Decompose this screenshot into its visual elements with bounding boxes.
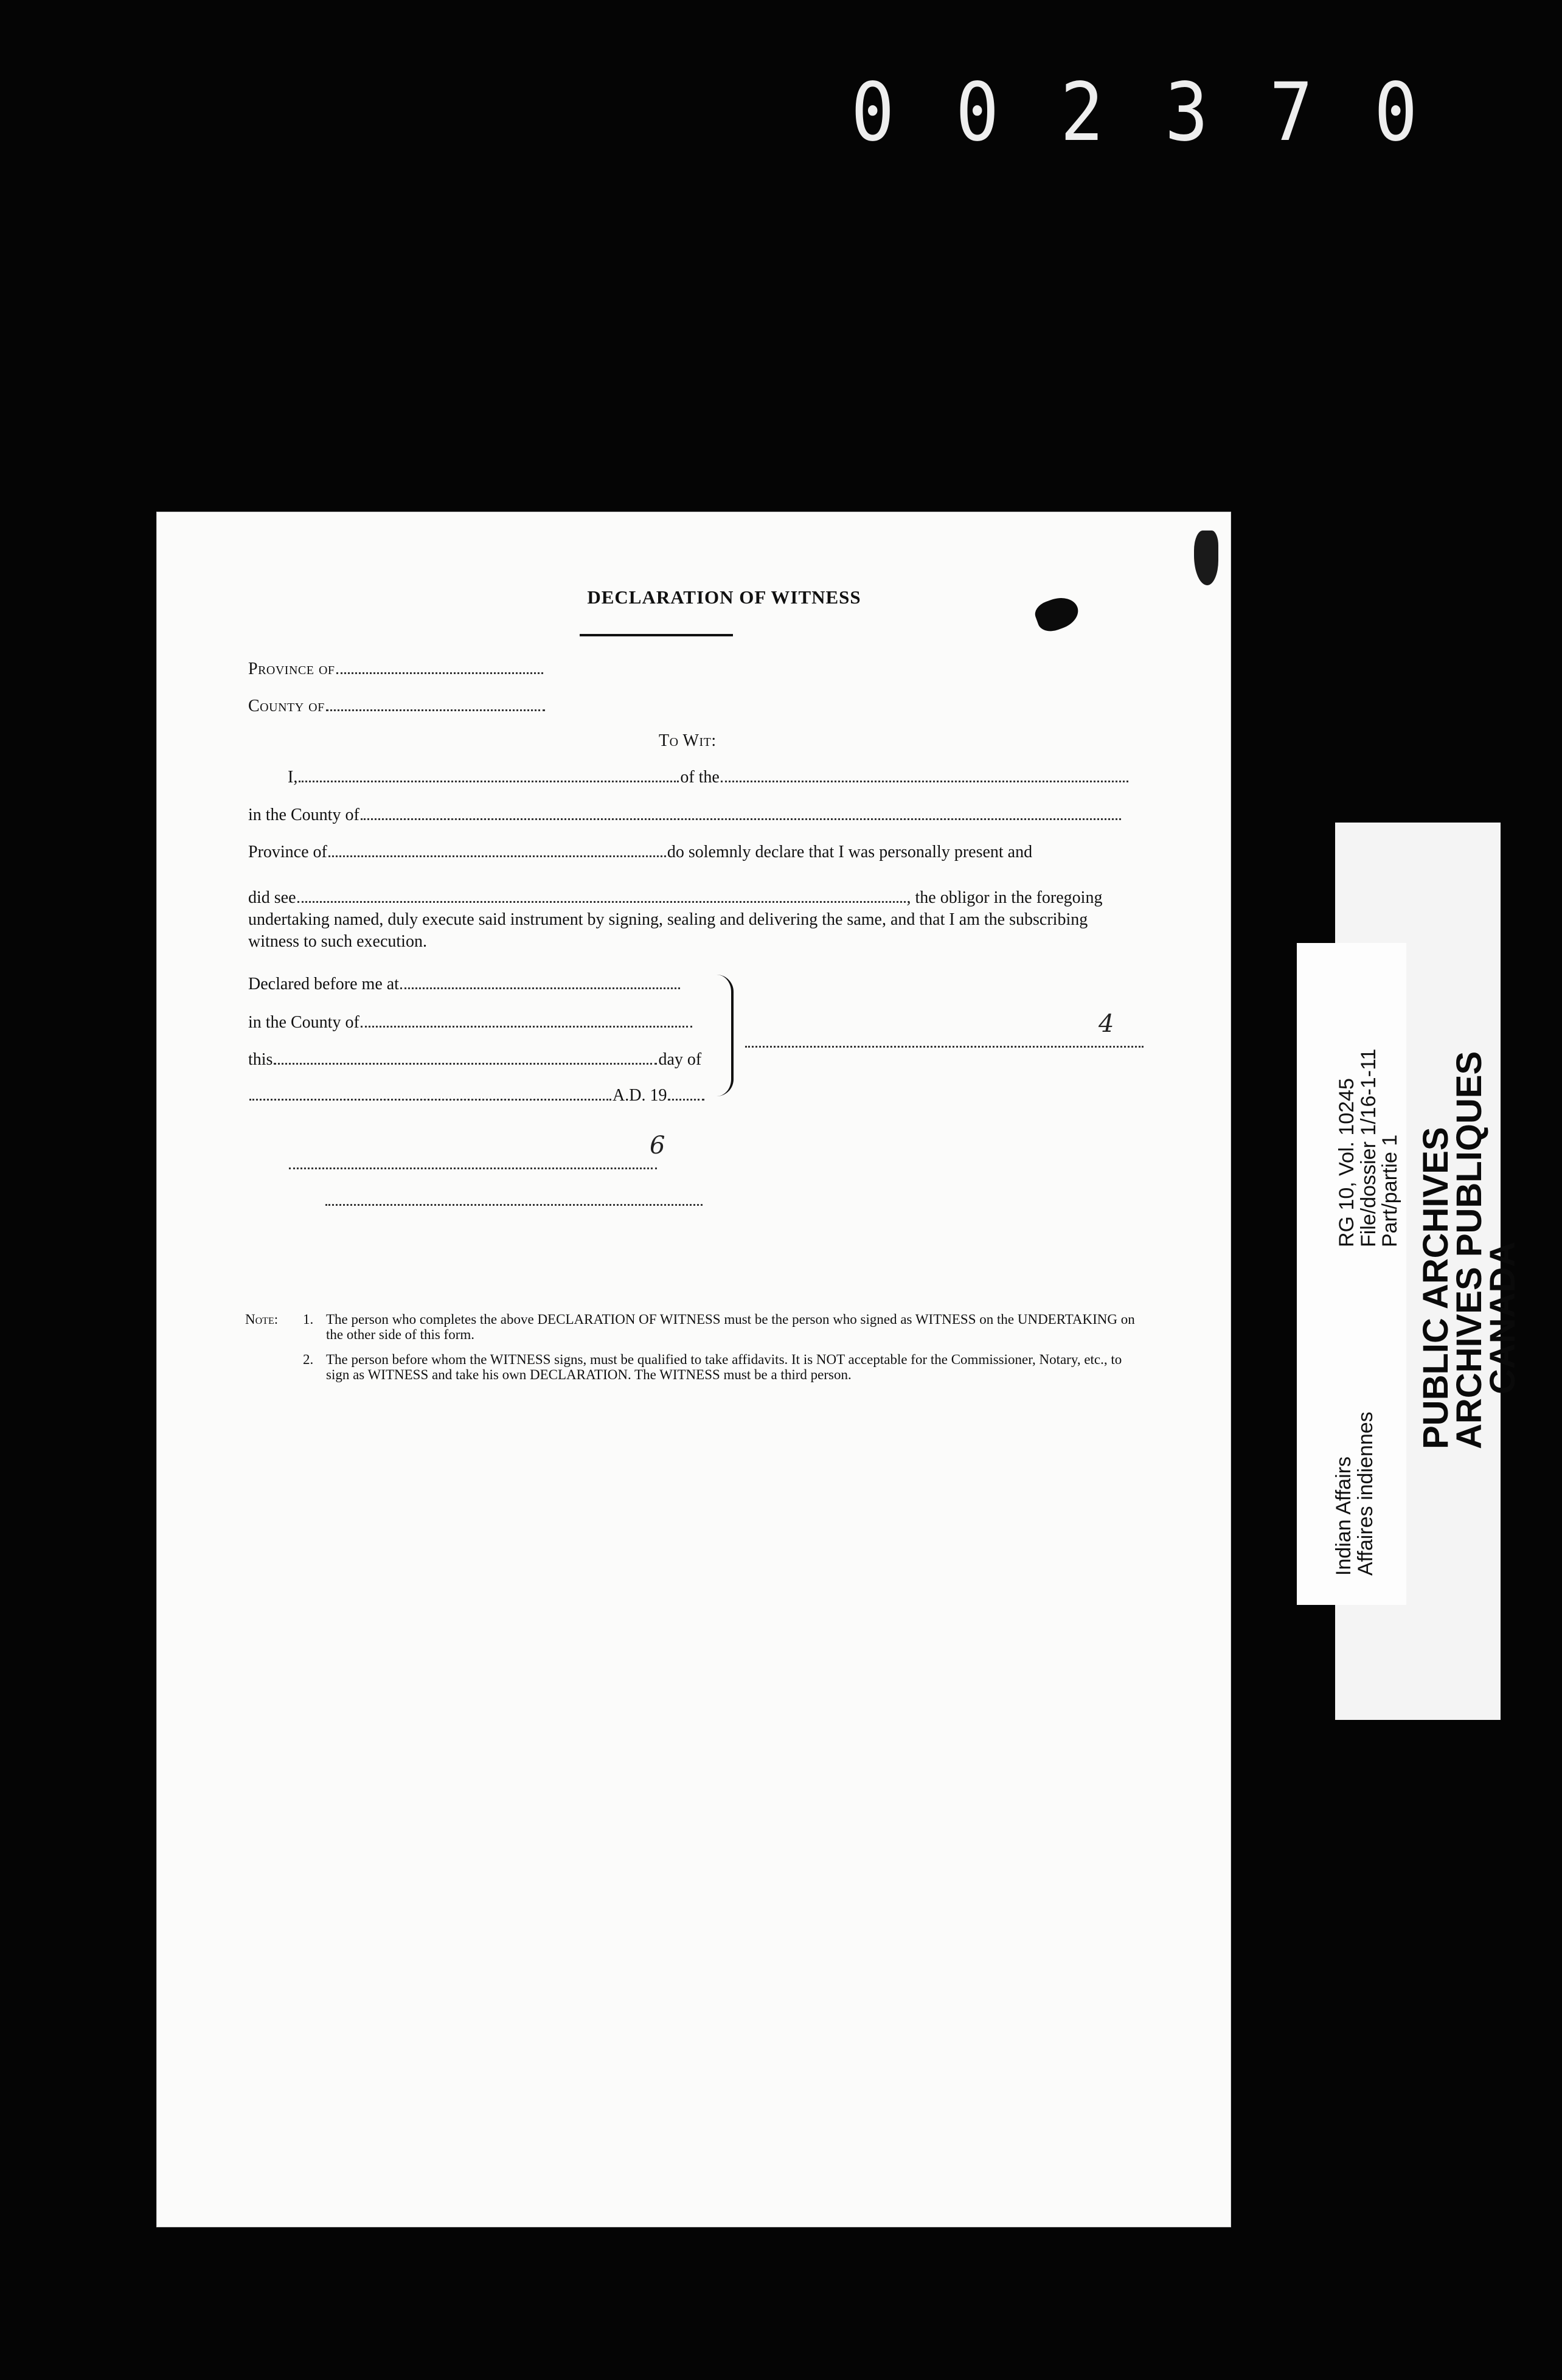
torn-corner (1194, 531, 1218, 585)
obligor-name-field[interactable] (297, 901, 906, 903)
handwritten-mark: 4 (1099, 1010, 1114, 1038)
declarant-name-field[interactable] (299, 781, 679, 782)
commissioner-signature-field[interactable] (289, 1167, 657, 1169)
frame-digit: 0 (850, 66, 895, 159)
archive-country: CANADA (1483, 1241, 1523, 1394)
bracket (717, 975, 734, 1096)
frame-digit: 0 (1374, 66, 1418, 159)
commissioner-signature-line (288, 1156, 658, 1173)
ad-line (248, 1087, 706, 1104)
frame-digit: 7 (1269, 66, 1313, 159)
handwritten-mark: 6 (650, 1132, 665, 1160)
reference-part: Part/partie 1 (1378, 1134, 1402, 1247)
title-rule (580, 634, 733, 636)
year-field[interactable] (668, 1099, 704, 1101)
department-names (1333, 1411, 1376, 1576)
declared-place-field[interactable] (400, 987, 680, 989)
frame-digit: 3 (1165, 66, 1209, 159)
note-label: Note: (245, 1312, 279, 1327)
commissioner-title-field[interactable] (325, 1204, 703, 1206)
form-title: DECLARATION OF WITNESS (587, 586, 861, 608)
day-field[interactable] (274, 1063, 657, 1065)
frame-digit: 0 (956, 66, 999, 159)
obligor-text: , the obligor in the foregoing (906, 888, 1103, 907)
declared-before-label: Declared before me at (248, 975, 399, 993)
did-see-line (248, 889, 1102, 906)
this-label: this (248, 1050, 273, 1069)
residence-field[interactable] (721, 781, 1128, 782)
declarant-line (288, 769, 1130, 786)
declaration-paragraph: undertaking named, duly execute said instrument by signing, sealing and delivering the same, and that I am the subscribing witness to such execution. (248, 910, 1088, 951)
reference-rg: RG 10, Vol. 10245 (1335, 1078, 1358, 1247)
ad-label: A.D. 19 (613, 1086, 667, 1105)
province-of-field[interactable] (328, 855, 666, 857)
county-of-field[interactable] (361, 818, 1121, 820)
witness-signature-line (744, 1034, 1145, 1051)
county-of-line (248, 807, 1122, 824)
note-2: The person before whom the WITNESS signs, must be qualified to take affidavits. It is NOT acceptable for the Commissioner, Notary, etc., to sign as WITNESS and take his own DECLARATION. The WITNESS must be a third person. (326, 1352, 1122, 1382)
day-of-label: day of (658, 1050, 702, 1069)
in-county-label: in the County of (248, 806, 359, 824)
note-number: 2. (303, 1352, 314, 1367)
archive-label (1297, 943, 1406, 1605)
archive-name-en: PUBLIC ARCHIVES (1416, 1127, 1456, 1449)
declared-before-line (248, 976, 681, 993)
province-of-label: Province of (248, 843, 327, 861)
county-2-line (248, 1014, 693, 1031)
archive-name-fr: ARCHIVES PUBLIQUES (1449, 1051, 1490, 1449)
county-field[interactable] (326, 709, 545, 711)
in-county-2-label: in the County of (248, 1013, 359, 1032)
month-field[interactable] (249, 1099, 611, 1101)
witness-signature-field[interactable] (745, 1046, 1144, 1048)
reference-file: File/dossier 1/16-1-11 (1356, 1048, 1380, 1247)
declaration-form (157, 512, 1231, 2227)
department-en: Indian Affairs (1332, 1456, 1355, 1576)
province-field[interactable] (336, 672, 543, 674)
frame-number (849, 66, 1420, 159)
county-line (248, 698, 546, 715)
archive-name (1416, 1051, 1523, 1449)
department-fr: Affaires indiennes (1353, 1411, 1377, 1576)
frame-digit: 2 (1060, 66, 1104, 159)
county-2-field[interactable] (361, 1026, 692, 1028)
note-number: 1. (303, 1312, 314, 1327)
i-label: I, (288, 768, 298, 787)
province-of-line (248, 844, 1032, 861)
this-day-line (248, 1051, 701, 1068)
note-1: The person who completes the above DECLARATION OF WITNESS must be the person who signed as WITNESS on the UNDERTAKING on the other side of this form. (326, 1312, 1135, 1342)
to-wit: To Wit: (659, 731, 717, 750)
county-label: County of (248, 697, 325, 715)
of-the-label: of the (680, 768, 720, 787)
did-see-label: did see (248, 888, 296, 907)
province-label: Province of (248, 659, 335, 678)
commissioner-title-line (324, 1192, 704, 1209)
province-line (248, 661, 544, 678)
declare-text: do solemnly declare that I was personally present and (667, 843, 1033, 861)
reference-block (1336, 1049, 1401, 1247)
